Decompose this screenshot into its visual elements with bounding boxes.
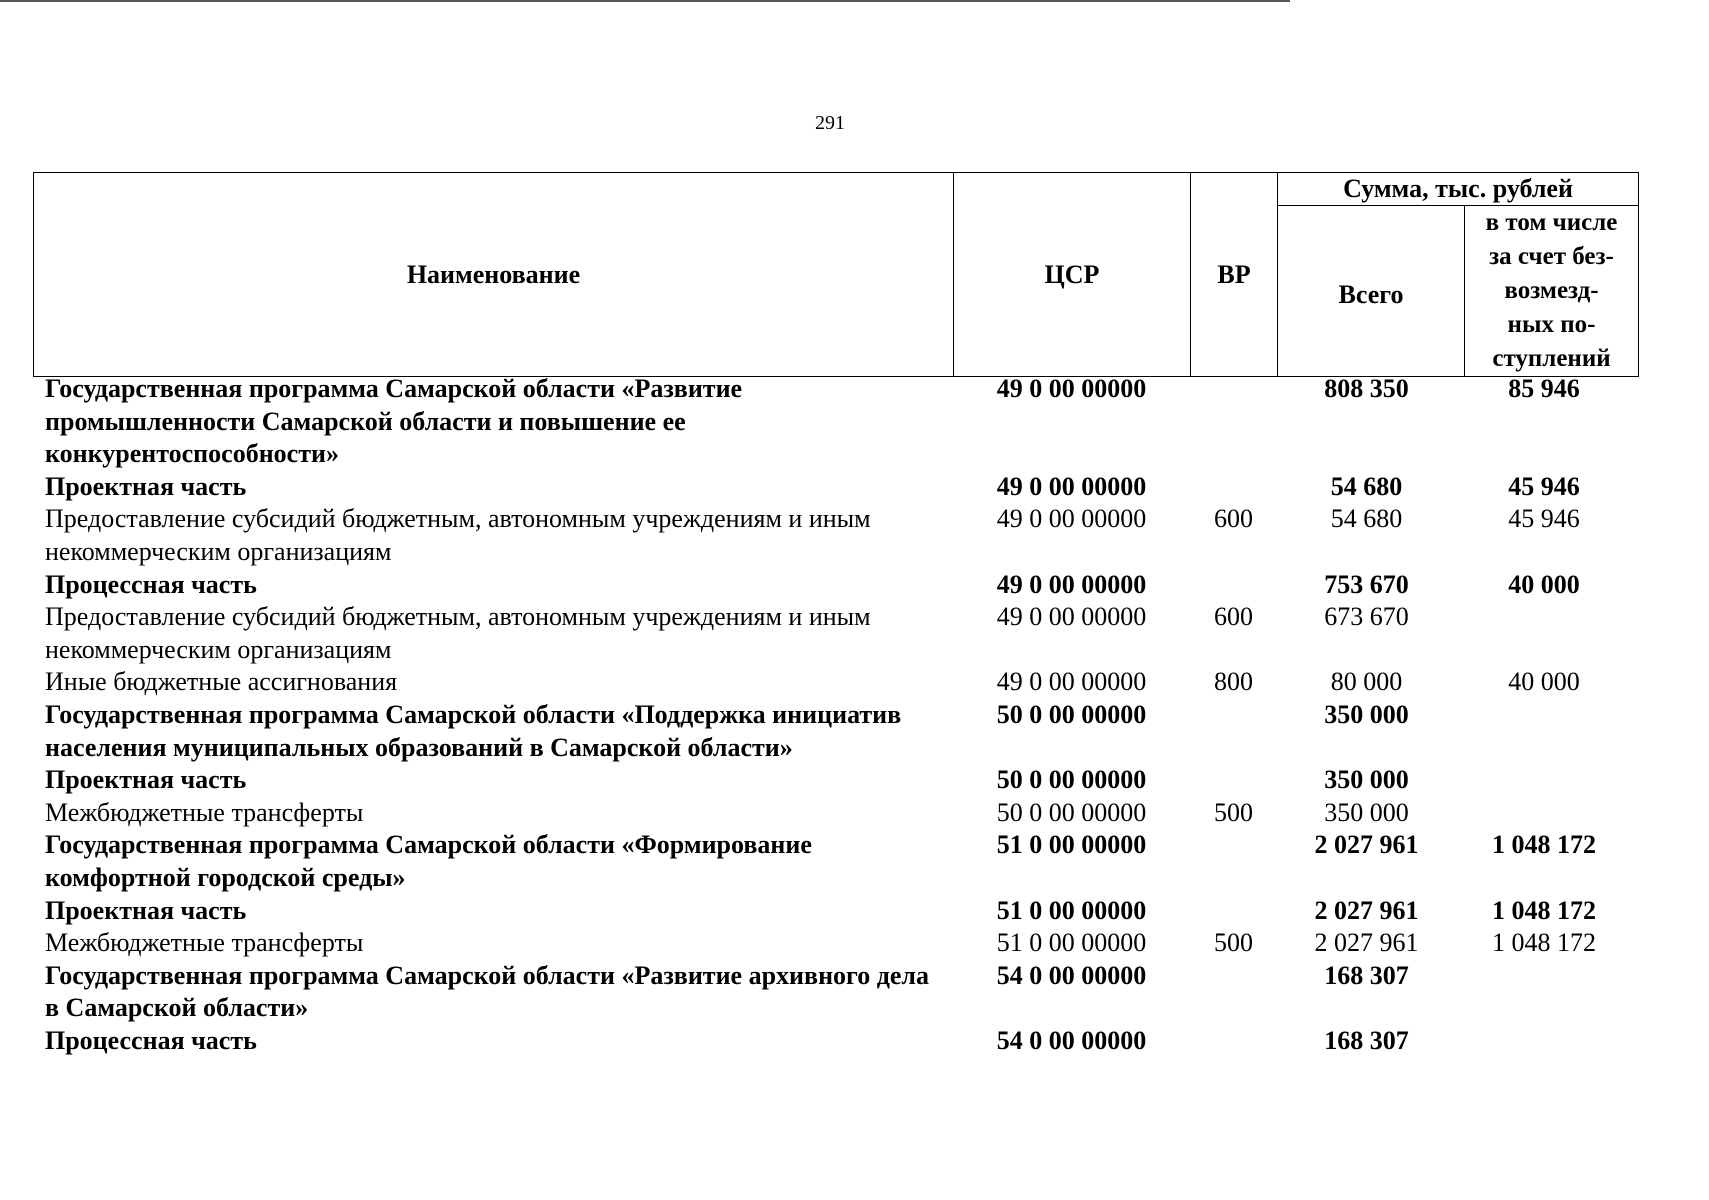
cell-vr: 500 — [1214, 928, 1253, 958]
cell-gratis: 1 048 172 — [1492, 830, 1596, 860]
cell-name: Иные бюджетные ассигнования — [45, 667, 398, 697]
cell-name: Государственная программа Самарской области «Формирование комфортной городской среды» — [45, 830, 812, 892]
cell-csr: 50 0 00 00000 — [996, 765, 1147, 795]
cell-total: 2 027 961 — [1314, 830, 1419, 860]
cell-vr: 500 — [1214, 797, 1253, 827]
cell-total: 2 027 961 — [1314, 895, 1419, 925]
cell-vr — [1190, 829, 1277, 894]
cell-name: Предоставление субсидий бюджетным, автономным учреждениям и иным некоммерческим организациям — [45, 504, 871, 566]
cell-csr: 54 0 00 00000 — [996, 1025, 1147, 1055]
table-row — [33, 764, 1638, 797]
cell-vr — [1190, 764, 1277, 797]
cell-csr: 49 0 00 00000 — [996, 569, 1147, 599]
cell-vr — [1190, 960, 1277, 1025]
cell-name: Процессная часть — [45, 1025, 257, 1055]
cell-name: Предоставление субсидий бюджетным, автономным учреждениям и иным некоммерческим организациям — [45, 602, 871, 664]
header-name: Наименование — [34, 173, 954, 377]
table-row — [33, 829, 1638, 894]
cell-total: 54 680 — [1330, 504, 1403, 534]
table-row — [33, 569, 1638, 602]
cell-name: Межбюджетные трансферты — [45, 928, 364, 958]
cell-vr — [1190, 699, 1277, 764]
header-gratis-line: ступлений — [1492, 345, 1611, 372]
cell-name: Процессная часть — [45, 569, 257, 599]
cell-csr: 49 0 00 00000 — [996, 504, 1147, 534]
table-header — [33, 172, 1639, 377]
page-number: 291 — [815, 112, 845, 134]
cell-vr — [1190, 569, 1277, 602]
header-gratis — [1465, 206, 1639, 377]
cell-total: 753 670 — [1324, 569, 1409, 599]
top-border-line — [0, 0, 1290, 2]
cell-name: Межбюджетные трансферты — [45, 797, 364, 827]
cell-total: 2 027 961 — [1314, 928, 1419, 958]
cell-total: 54 680 — [1330, 471, 1403, 501]
cell-gratis — [1464, 699, 1638, 764]
table-row — [33, 1025, 1638, 1058]
table-row — [33, 666, 1638, 699]
cell-csr: 49 0 00 00000 — [996, 667, 1147, 697]
cell-name: Государственная программа Самарской области «Развитие архивного дела в Самарской области» — [45, 960, 929, 1023]
header-gratis-line: ных по- — [1507, 311, 1596, 338]
cell-gratis — [1464, 1025, 1638, 1058]
cell-gratis: 45 946 — [1508, 471, 1580, 501]
table-row — [33, 895, 1638, 928]
cell-gratis: 40 000 — [1508, 569, 1580, 599]
cell-csr: 51 0 00 00000 — [996, 928, 1147, 958]
cell-vr — [1190, 373, 1277, 471]
cell-gratis — [1464, 601, 1638, 666]
cell-gratis: 1 048 172 — [1492, 928, 1596, 958]
cell-gratis — [1464, 960, 1638, 1025]
cell-csr: 51 0 00 00000 — [996, 895, 1147, 925]
header-gratis-line: возмезд- — [1504, 277, 1599, 304]
cell-vr: 800 — [1214, 667, 1253, 697]
cell-total: 168 307 — [1324, 960, 1409, 990]
table-row — [33, 471, 1638, 504]
cell-gratis — [1464, 797, 1638, 830]
cell-gratis: 40 000 — [1508, 667, 1580, 697]
table-row — [33, 699, 1638, 764]
cell-name: Проектная часть — [45, 765, 247, 795]
table-row — [33, 927, 1638, 960]
table-row — [33, 601, 1638, 666]
cell-gratis: 45 946 — [1508, 504, 1580, 534]
cell-csr: 50 0 00 00000 — [996, 699, 1147, 729]
cell-csr: 49 0 00 00000 — [996, 602, 1147, 632]
header-vr: ВР — [1191, 173, 1278, 377]
header-total: Всего — [1278, 206, 1465, 377]
table-body — [33, 373, 1638, 1057]
cell-name: Проектная часть — [45, 471, 247, 501]
cell-csr: 49 0 00 00000 — [996, 471, 1147, 501]
cell-total: 350 000 — [1324, 797, 1409, 827]
cell-gratis: 85 946 — [1508, 374, 1580, 403]
cell-name: Государственная программа Самарской области «Развитие промышленности Самарской области и повышение ее конкурентоспособности» — [45, 374, 743, 469]
header-sum: Сумма, тыс. рублей — [1278, 173, 1639, 206]
header-csr: ЦСР — [954, 173, 1191, 377]
table-row — [33, 960, 1638, 1025]
cell-total: 350 000 — [1324, 699, 1409, 729]
cell-csr: 49 0 00 00000 — [996, 374, 1147, 403]
cell-vr — [1190, 471, 1277, 504]
cell-total: 350 000 — [1324, 765, 1409, 795]
cell-csr: 51 0 00 00000 — [996, 830, 1147, 860]
table-row — [33, 373, 1638, 471]
cell-total: 80 000 — [1330, 667, 1403, 697]
cell-csr: 54 0 00 00000 — [996, 960, 1147, 990]
table-row — [33, 797, 1638, 830]
cell-vr — [1190, 1025, 1277, 1058]
cell-vr: 600 — [1214, 602, 1253, 632]
cell-total: 808 350 — [1324, 374, 1409, 403]
header-gratis-line: за счет без- — [1489, 243, 1614, 270]
cell-gratis: 1 048 172 — [1492, 895, 1596, 925]
cell-name: Проектная часть — [45, 895, 247, 925]
cell-name: Государственная программа Самарской области «Поддержка инициатив населения муниципальных образований в Самарской области» — [45, 699, 902, 762]
header-gratis-line: в том числе — [1485, 209, 1618, 236]
cell-csr: 50 0 00 00000 — [996, 797, 1147, 827]
cell-vr: 600 — [1214, 504, 1253, 534]
cell-total: 168 307 — [1324, 1025, 1409, 1055]
cell-vr — [1190, 895, 1277, 928]
table-row — [33, 503, 1638, 568]
cell-gratis — [1464, 764, 1638, 797]
cell-total: 673 670 — [1324, 602, 1409, 632]
